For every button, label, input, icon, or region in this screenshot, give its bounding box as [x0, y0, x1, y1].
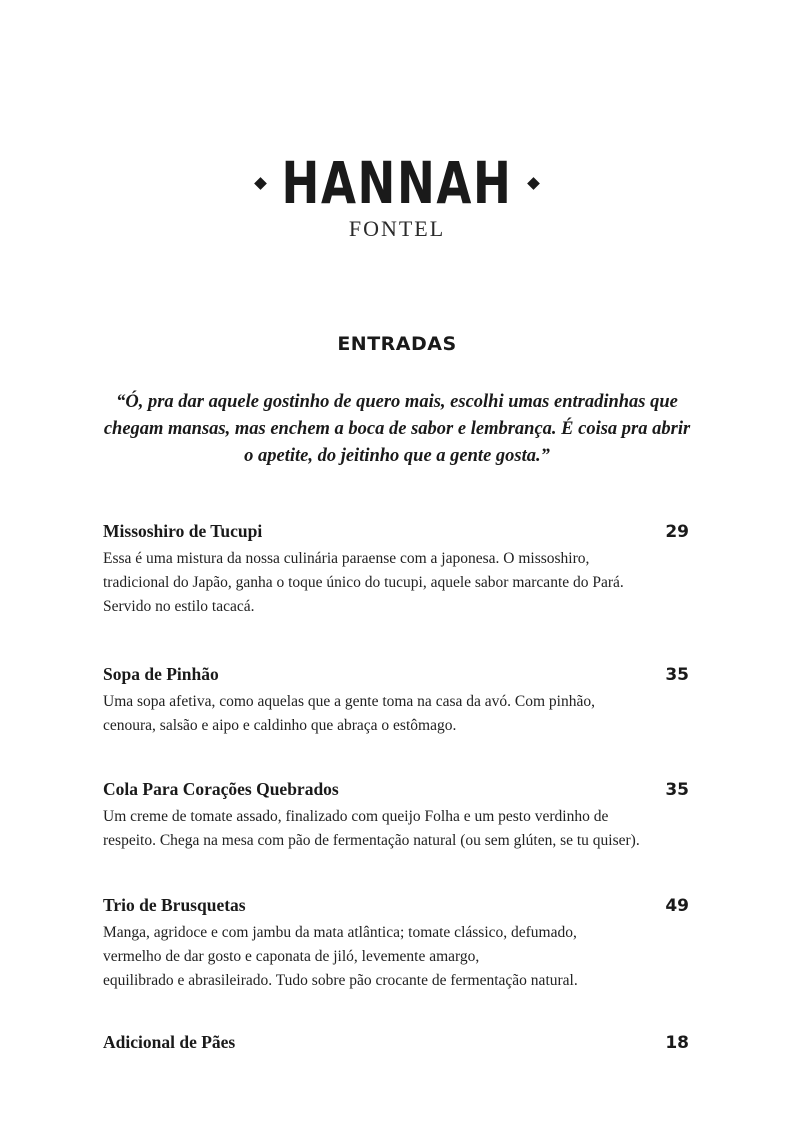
item-price: 49 — [665, 896, 689, 916]
section-quote — [96, 389, 698, 470]
restaurant-logo — [0, 149, 794, 242]
logo-row — [256, 149, 538, 217]
description-line: tradicional do Japão, ganha o toque único do tucupi, aquele sabor marcante do Pará. — [103, 574, 624, 591]
brand-name: HANNAH — [281, 149, 513, 217]
quote-line: o apetite, do jeitinho que a gente gosta.” — [244, 446, 550, 466]
section-title: ENTRADAS — [337, 333, 457, 355]
item-description — [103, 690, 693, 738]
item-name: Trio de Brusquetas — [103, 895, 246, 915]
diamond-right-icon — [527, 177, 540, 190]
menu-item-trio-brusquetas — [103, 894, 693, 993]
quote-line: “Ó, pra dar aquele gostinho de quero mais, escolhi umas entradinhas que — [116, 392, 678, 412]
description-line: vermelho de dar gosto e caponata de jiló, levemente amargo, — [103, 948, 480, 965]
item-price: 29 — [665, 522, 689, 542]
menu-item-cola-coracoes — [103, 778, 693, 853]
item-description — [103, 921, 693, 993]
brand-subtitle: FONTEL — [348, 216, 446, 241]
item-price: 18 — [665, 1033, 689, 1053]
description-line: Servido no estilo tacacá. — [103, 598, 255, 615]
menu-item-missoshiro — [103, 520, 693, 619]
diamond-left-icon — [254, 177, 267, 190]
item-name: Cola Para Corações Quebrados — [103, 779, 339, 799]
menu-item-adicional-paes — [103, 1031, 693, 1053]
item-name: Sopa de Pinhão — [103, 664, 219, 684]
description-line: equilibrado e abrasileirado. Tudo sobre pão crocante de fermentação natural. — [103, 972, 578, 989]
item-price: 35 — [665, 780, 689, 800]
item-price: 35 — [665, 665, 689, 685]
description-line: Manga, agridoce e com jambu da mata atlântica; tomate clássico, defumado, — [103, 924, 577, 941]
item-description — [103, 547, 693, 619]
item-name: Adicional de Pães — [103, 1032, 236, 1052]
item-name: Missoshiro de Tucupi — [103, 521, 263, 541]
description-line: Uma sopa afetiva, como aquelas que a gente toma na casa da avó. Com pinhão, — [103, 693, 595, 710]
description-line: Essa é uma mistura da nossa culinária paraense com a japonesa. O missoshiro, — [103, 550, 590, 567]
quote-line: chegam mansas, mas enchem a boca de sabor e lembrança. É coisa pra abrir — [103, 419, 691, 439]
item-description — [103, 805, 693, 853]
menu-item-sopa-de-pinhao — [103, 663, 693, 738]
description-line: Um creme de tomate assado, finalizado com queijo Folha e um pesto verdinho de — [103, 808, 609, 825]
description-line: respeito. Chega na mesa com pão de fermentação natural (ou sem glúten, se tu quiser). — [103, 832, 640, 849]
description-line: cenoura, salsão e aipo e caldinho que abraça o estômago. — [103, 717, 457, 734]
